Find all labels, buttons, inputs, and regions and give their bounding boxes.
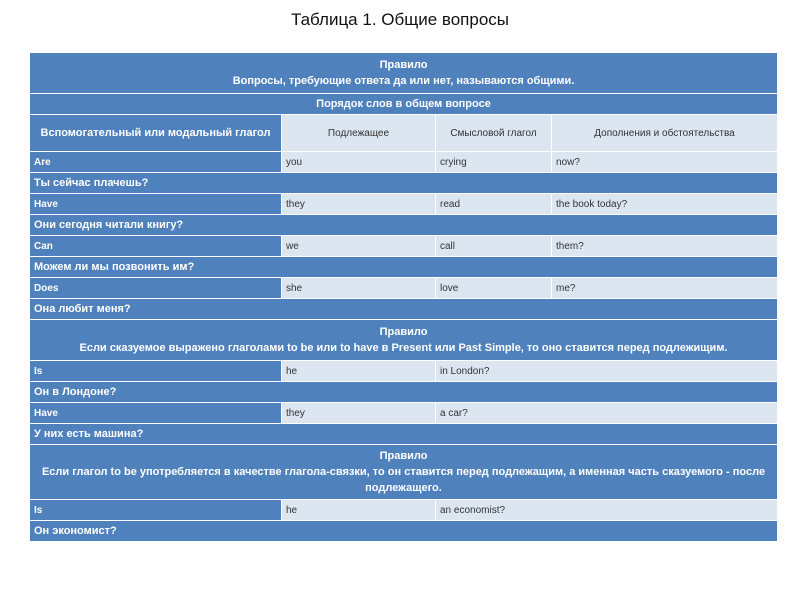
rest-cell: a car?: [436, 403, 778, 424]
translation-cell: У них есть машина?: [30, 424, 778, 445]
order-heading: Порядок слов в общем вопросе: [30, 94, 778, 115]
table-row: [30, 278, 778, 299]
translation-row: [30, 215, 778, 236]
translation-cell: Он экономист?: [30, 521, 778, 542]
aux-cell: Does: [30, 278, 282, 299]
translation-cell: Можем ли мы позвонить им?: [30, 257, 778, 278]
rule-row: [30, 445, 778, 500]
aux-cell: Is: [30, 500, 282, 521]
subject-cell: they: [282, 403, 436, 424]
rule-label: Правило: [379, 326, 428, 338]
column-header: Смысловой глагол: [436, 115, 552, 152]
general-questions-table: [29, 52, 778, 542]
rule-text: Вопросы, требующие ответа да или нет, называются общими.: [232, 75, 575, 87]
verb-cell: love: [436, 278, 552, 299]
column-header-row: [30, 115, 778, 152]
verb-cell: crying: [436, 152, 552, 173]
rule-label: Правило: [379, 59, 428, 71]
rule-row: [30, 320, 778, 361]
translation-cell: Он в Лондоне?: [30, 382, 778, 403]
table-row: [30, 500, 778, 521]
column-header: Дополнения и обстоятельства: [552, 115, 778, 152]
table-row: [30, 236, 778, 257]
subject-cell: she: [282, 278, 436, 299]
rule-text: Если глагол to be употребляется в качестве глагола-связки, то он ставится перед подлежащим, а именная часть сказуемого - после подлежащего.: [41, 466, 766, 494]
verb-cell: call: [436, 236, 552, 257]
page-title: Таблица 1. Общие вопросы: [290, 10, 510, 29]
aux-cell: Can: [30, 236, 282, 257]
table-row: [30, 403, 778, 424]
subject-cell: they: [282, 194, 436, 215]
rule-text: Если сказуемое выражено глаголами to be или to have в Present или Past Simple, то оно ставится перед подлежищим.: [79, 342, 728, 354]
table-row: [30, 194, 778, 215]
extra-cell: now?: [552, 152, 778, 173]
extra-cell: them?: [552, 236, 778, 257]
rule-row: [30, 53, 778, 94]
translation-cell: Ты сейчас плачешь?: [30, 173, 778, 194]
extra-cell: the book today?: [552, 194, 778, 215]
translation-cell: Она любит меня?: [30, 299, 778, 320]
aux-cell: Have: [30, 194, 282, 215]
extra-cell: me?: [552, 278, 778, 299]
translation-row: [30, 173, 778, 194]
verb-cell: read: [436, 194, 552, 215]
subject-cell: we: [282, 236, 436, 257]
translation-row: [30, 299, 778, 320]
translation-row: [30, 382, 778, 403]
subject-cell: he: [282, 361, 436, 382]
order-heading-row: [30, 94, 778, 115]
column-header: Подлежащее: [282, 115, 436, 152]
translation-cell: Они сегодня читали книгу?: [30, 215, 778, 236]
rule-label: Правило: [379, 450, 428, 462]
subject-cell: you: [282, 152, 436, 173]
table-row: [30, 361, 778, 382]
translation-row: [30, 424, 778, 445]
translation-row: [30, 257, 778, 278]
rest-cell: in London?: [436, 361, 778, 382]
aux-cell: Have: [30, 403, 282, 424]
aux-cell: Are: [30, 152, 282, 173]
subject-cell: he: [282, 500, 436, 521]
column-header: Вспомогательный или модальный глагол: [30, 115, 282, 152]
table-row: [30, 152, 778, 173]
aux-cell: Is: [30, 361, 282, 382]
rest-cell: an economist?: [436, 500, 778, 521]
translation-row: [30, 521, 778, 542]
